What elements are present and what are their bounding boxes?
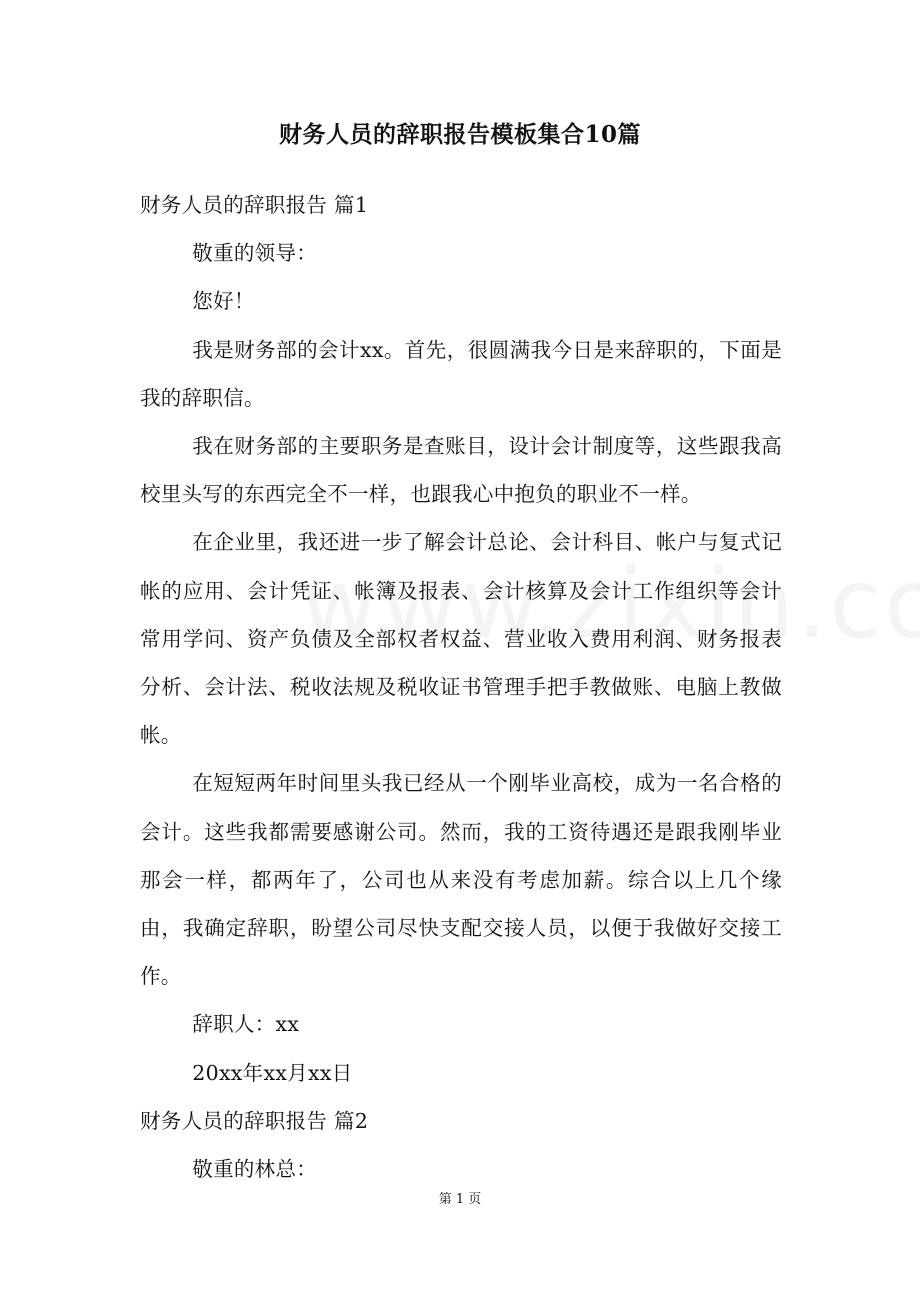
date-line: 20xx年xx月xx日 bbox=[192, 1060, 353, 1085]
document-title: 财务人员的辞职报告模板集合10篇 bbox=[278, 121, 641, 148]
document-body bbox=[140, 181, 782, 1193]
signature-line: 辞职人：xx bbox=[192, 1012, 300, 1037]
salutation: 敬重的领导： bbox=[192, 241, 318, 266]
body-paragraph: 在短短两年时间里头我已经从一个刚毕业高校，成为一名合格的会计。这些我都需要感谢公司。然而，我的工资待遇还是跟我刚毕业那会一样，都两年了，公司也从来没有考虑加薪。综合以上几个缘由，我确定辞职，盼望公司尽快支配交接人员，以便于我做好交接工作。 bbox=[140, 771, 782, 989]
section-heading: 财务人员的辞职报告 篇2 bbox=[140, 1108, 369, 1133]
page-number: 第 1 页 bbox=[438, 1192, 482, 1207]
greeting: 您好！ bbox=[192, 289, 255, 314]
body-paragraph: 我是财务部的会计xx。首先，很圆满我今日是来辞职的，下面是我的辞职信。 bbox=[140, 337, 782, 410]
body-paragraph: 在企业里，我还进一步了解会计总论、会计科目、帐户与复式记帐的应用、会计凭证、帐簿及报表、会计核算及会计工作组织等会计常用学问、资产负债及全部权者权益、营业收入费用利润、财务报表分析、会计法、税收法规及税收证书管理手把手教做账、电脑上教做帐。 bbox=[140, 530, 782, 748]
body-paragraph: 我在财务部的主要职务是查账目，设计会计制度等，这些跟我高校里头写的东西完全不一样，也跟我心中抱负的职业不一样。 bbox=[140, 434, 782, 507]
section-heading: 财务人员的辞职报告 篇1 bbox=[140, 193, 369, 217]
salutation: 敬重的林总： bbox=[192, 1157, 318, 1182]
